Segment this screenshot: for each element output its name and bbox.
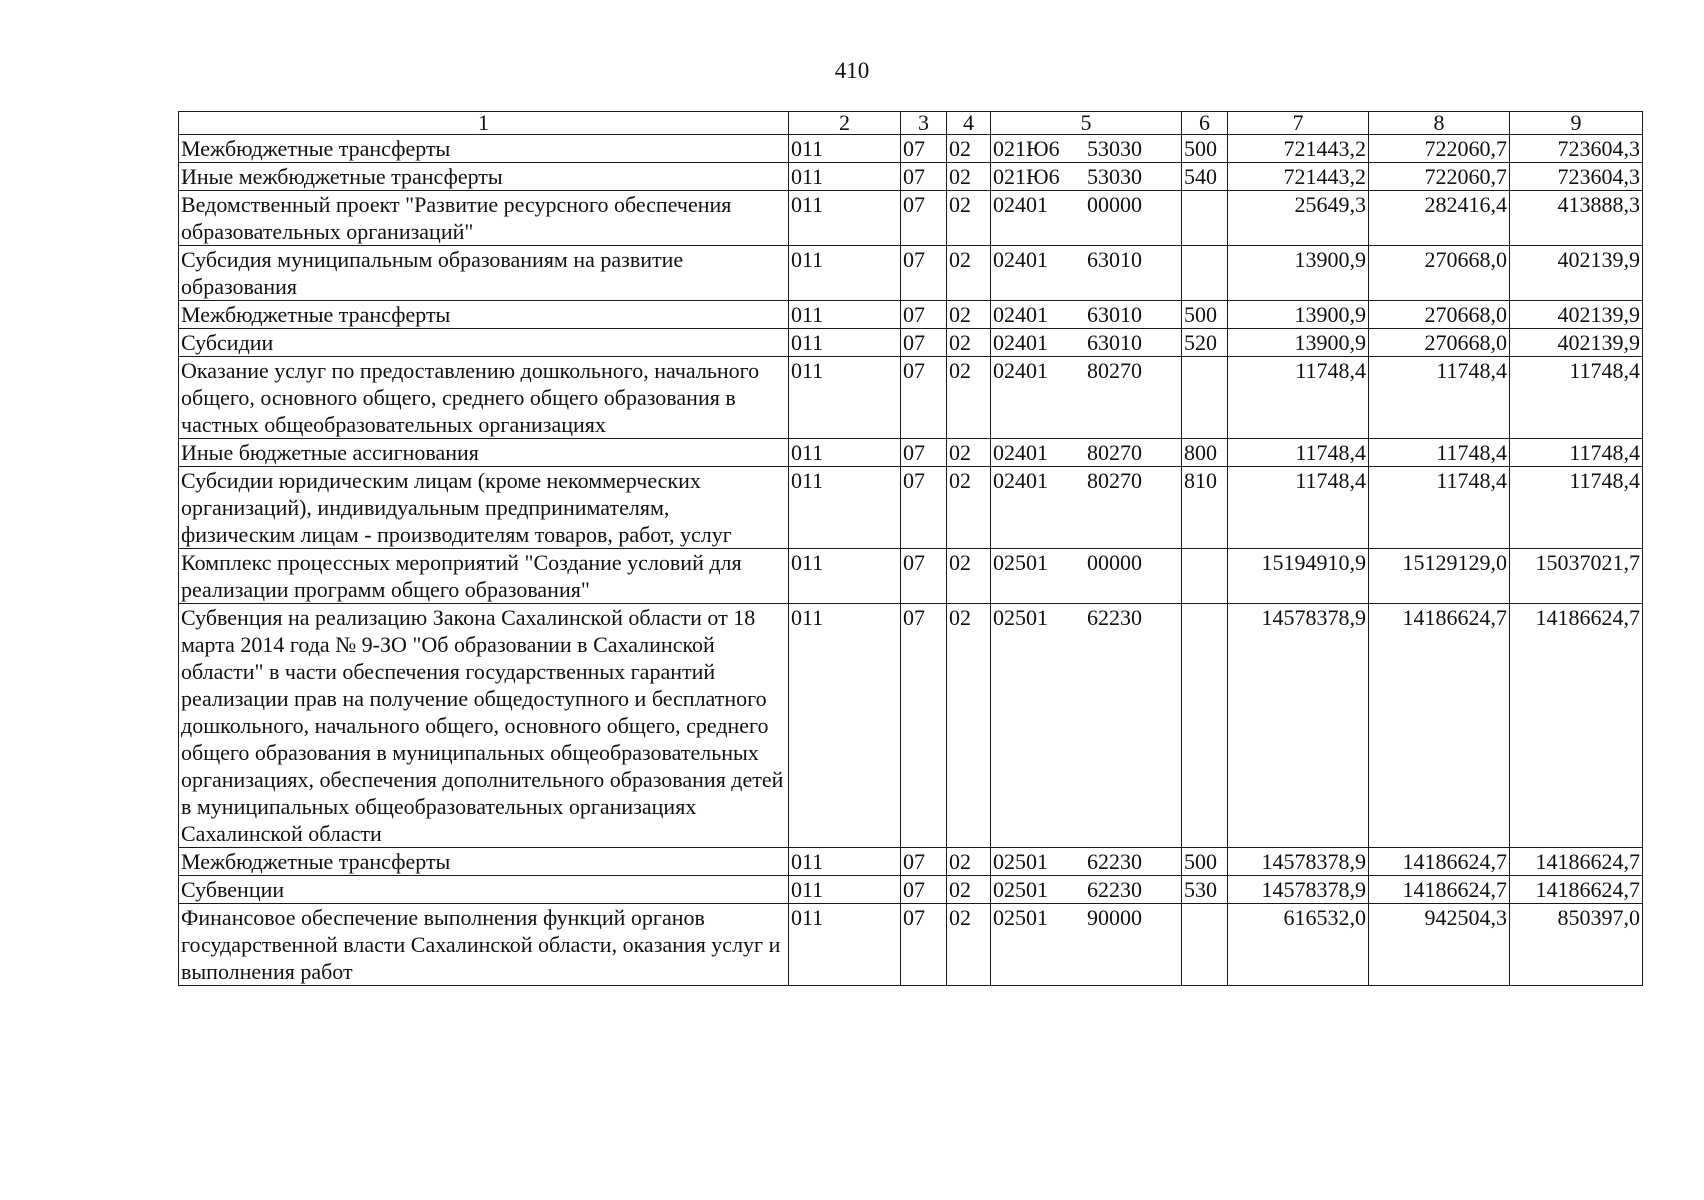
row-value-col8: 14186624,7 bbox=[1369, 604, 1510, 848]
row-target-article-part1: 02501 bbox=[993, 550, 1048, 575]
row-name: Финансовое обеспечение выполнения функций органов государственной власти Сахалинской области, оказания услуг и выполнения работ bbox=[179, 904, 789, 986]
row-target-article bbox=[991, 904, 1182, 986]
row-section-code: 07 bbox=[901, 848, 947, 876]
row-expense-type bbox=[1182, 191, 1228, 246]
row-subsection-code: 02 bbox=[947, 163, 991, 191]
row-target-article-part1: 02401 bbox=[993, 247, 1048, 272]
row-value-col8: 15129129,0 bbox=[1369, 549, 1510, 604]
row-target-article-part2: 63010 bbox=[1087, 302, 1142, 327]
row-expense-type bbox=[1182, 904, 1228, 986]
table-row bbox=[179, 246, 1643, 301]
row-name: Межбюджетные трансферты bbox=[179, 301, 789, 329]
row-value-col8: 11748,4 bbox=[1369, 467, 1510, 549]
header-cell-col3: 3 bbox=[901, 112, 947, 135]
row-target-article-part1: 02401 bbox=[993, 468, 1048, 493]
page-number: 410 bbox=[834, 58, 870, 83]
row-target-article-part1: 02401 bbox=[993, 440, 1048, 465]
row-target-article-part2: 53030 bbox=[1087, 136, 1142, 161]
row-target-article bbox=[991, 604, 1182, 848]
row-value-col7: 13900,9 bbox=[1228, 301, 1369, 329]
row-value-col9: 402139,9 bbox=[1510, 301, 1643, 329]
row-value-col9: 723604,3 bbox=[1510, 163, 1643, 191]
table-row bbox=[179, 163, 1643, 191]
row-value-col8: 11748,4 bbox=[1369, 439, 1510, 467]
row-value-col8: 282416,4 bbox=[1369, 191, 1510, 246]
table-row bbox=[179, 191, 1643, 246]
row-name: Субсидии bbox=[179, 329, 789, 357]
table-row bbox=[179, 904, 1643, 986]
header-cell-col6: 6 bbox=[1182, 112, 1228, 135]
row-value-col8: 942504,3 bbox=[1369, 904, 1510, 986]
row-name: Ведомственный проект "Развитие ресурсного обеспечения образовательных организаций" bbox=[179, 191, 789, 246]
table-row bbox=[179, 467, 1643, 549]
row-value-col9: 11748,4 bbox=[1510, 357, 1643, 439]
row-section-code: 07 bbox=[901, 876, 947, 904]
row-value-col9: 14186624,7 bbox=[1510, 848, 1643, 876]
row-subsection-code: 02 bbox=[947, 604, 991, 848]
budget-table bbox=[178, 111, 1643, 986]
row-target-article bbox=[991, 191, 1182, 246]
row-target-article-part1: 02501 bbox=[993, 849, 1048, 874]
header-cell-col8: 8 bbox=[1369, 112, 1510, 135]
row-expense-type bbox=[1182, 246, 1228, 301]
row-name: Субвенция на реализацию Закона Сахалинской области от 18 марта 2014 года № 9-ЗО "Об образовании в Сахалинской области" в части обеспечения государственных гарантий реализации прав на получение общедоступного и бесплатного дошкольного, начального общего, основного общего, среднего общего образования в муниципальных общеобразовательных организациях, обеспечения дополнительного образования детей в муниципальных общеобразовательных организациях Сахалинской области bbox=[179, 604, 789, 848]
row-value-col8: 14186624,7 bbox=[1369, 848, 1510, 876]
row-expense-type: 500 bbox=[1182, 848, 1228, 876]
row-subsection-code: 02 bbox=[947, 191, 991, 246]
row-name: Иные бюджетные ассигнования bbox=[179, 439, 789, 467]
row-subsection-code: 02 bbox=[947, 904, 991, 986]
row-target-article-part1: 02401 bbox=[993, 330, 1048, 355]
table-row bbox=[179, 329, 1643, 357]
row-expense-type: 500 bbox=[1182, 301, 1228, 329]
row-section-code: 07 bbox=[901, 135, 947, 163]
row-expense-type: 500 bbox=[1182, 135, 1228, 163]
row-value-col9: 413888,3 bbox=[1510, 191, 1643, 246]
row-ministry-code: 011 bbox=[789, 191, 901, 246]
table-row bbox=[179, 301, 1643, 329]
row-target-article bbox=[991, 848, 1182, 876]
row-target-article bbox=[991, 163, 1182, 191]
table-row bbox=[179, 549, 1643, 604]
row-subsection-code: 02 bbox=[947, 357, 991, 439]
row-section-code: 07 bbox=[901, 329, 947, 357]
row-target-article-part2: 62230 bbox=[1087, 849, 1142, 874]
row-name: Комплекс процессных мероприятий "Создание условий для реализации программ общего образования" bbox=[179, 549, 789, 604]
row-value-col7: 14578378,9 bbox=[1228, 876, 1369, 904]
row-subsection-code: 02 bbox=[947, 439, 991, 467]
row-target-article bbox=[991, 549, 1182, 604]
row-subsection-code: 02 bbox=[947, 549, 991, 604]
row-name: Иные межбюджетные трансферты bbox=[179, 163, 789, 191]
row-value-col7: 721443,2 bbox=[1228, 163, 1369, 191]
table-row bbox=[179, 357, 1643, 439]
row-section-code: 07 bbox=[901, 191, 947, 246]
row-ministry-code: 011 bbox=[789, 467, 901, 549]
row-ministry-code: 011 bbox=[789, 329, 901, 357]
row-value-col7: 721443,2 bbox=[1228, 135, 1369, 163]
row-expense-type bbox=[1182, 604, 1228, 848]
row-expense-type: 540 bbox=[1182, 163, 1228, 191]
row-expense-type: 810 bbox=[1182, 467, 1228, 549]
row-target-article-part1: 02401 bbox=[993, 358, 1048, 383]
row-target-article bbox=[991, 467, 1182, 549]
row-section-code: 07 bbox=[901, 163, 947, 191]
row-ministry-code: 011 bbox=[789, 357, 901, 439]
row-value-col7: 13900,9 bbox=[1228, 329, 1369, 357]
row-target-article-part2: 53030 bbox=[1087, 164, 1142, 189]
row-target-article bbox=[991, 329, 1182, 357]
row-value-col9: 402139,9 bbox=[1510, 329, 1643, 357]
row-value-col8: 11748,4 bbox=[1369, 357, 1510, 439]
row-subsection-code: 02 bbox=[947, 135, 991, 163]
row-section-code: 07 bbox=[901, 439, 947, 467]
row-value-col7: 11748,4 bbox=[1228, 467, 1369, 549]
row-ministry-code: 011 bbox=[789, 301, 901, 329]
row-expense-type bbox=[1182, 549, 1228, 604]
row-value-col7: 11748,4 bbox=[1228, 357, 1369, 439]
row-target-article-part2: 80270 bbox=[1087, 358, 1142, 383]
row-section-code: 07 bbox=[901, 549, 947, 604]
row-value-col7: 14578378,9 bbox=[1228, 848, 1369, 876]
row-target-article-part1: 021Ю6 bbox=[993, 164, 1060, 189]
table-row bbox=[179, 135, 1643, 163]
row-target-article-part2: 62230 bbox=[1087, 605, 1142, 630]
row-subsection-code: 02 bbox=[947, 246, 991, 301]
table-body bbox=[179, 135, 1643, 986]
row-ministry-code: 011 bbox=[789, 135, 901, 163]
header-row bbox=[179, 112, 1643, 135]
row-value-col9: 14186624,7 bbox=[1510, 604, 1643, 848]
row-value-col9: 15037021,7 bbox=[1510, 549, 1643, 604]
row-section-code: 07 bbox=[901, 301, 947, 329]
header-cell-col2: 2 bbox=[789, 112, 901, 135]
header-cell-col1: 1 bbox=[179, 112, 789, 135]
row-subsection-code: 02 bbox=[947, 848, 991, 876]
table-row bbox=[179, 848, 1643, 876]
header-cell-col7: 7 bbox=[1228, 112, 1369, 135]
row-value-col9: 850397,0 bbox=[1510, 904, 1643, 986]
row-target-article-part1: 02501 bbox=[993, 605, 1048, 630]
row-target-article bbox=[991, 301, 1182, 329]
row-ministry-code: 011 bbox=[789, 439, 901, 467]
table-row bbox=[179, 604, 1643, 848]
row-subsection-code: 02 bbox=[947, 329, 991, 357]
header-cell-col4: 4 bbox=[947, 112, 991, 135]
row-name: Субсидия муниципальным образованиям на развитие образования bbox=[179, 246, 789, 301]
table-header bbox=[179, 112, 1643, 135]
row-ministry-code: 011 bbox=[789, 876, 901, 904]
row-target-article bbox=[991, 439, 1182, 467]
row-name: Межбюджетные трансферты bbox=[179, 135, 789, 163]
row-expense-type: 800 bbox=[1182, 439, 1228, 467]
table-row bbox=[179, 439, 1643, 467]
row-section-code: 07 bbox=[901, 904, 947, 986]
row-target-article-part2: 00000 bbox=[1087, 192, 1142, 217]
row-target-article-part2: 62230 bbox=[1087, 877, 1142, 902]
row-value-col7: 15194910,9 bbox=[1228, 549, 1369, 604]
row-value-col8: 270668,0 bbox=[1369, 301, 1510, 329]
table-row bbox=[179, 876, 1643, 904]
row-value-col9: 11748,4 bbox=[1510, 467, 1643, 549]
row-value-col9: 723604,3 bbox=[1510, 135, 1643, 163]
row-target-article-part1: 02401 bbox=[993, 302, 1048, 327]
row-value-col7: 14578378,9 bbox=[1228, 604, 1369, 848]
row-value-col9: 402139,9 bbox=[1510, 246, 1643, 301]
row-ministry-code: 011 bbox=[789, 604, 901, 848]
row-value-col9: 14186624,7 bbox=[1510, 876, 1643, 904]
row-ministry-code: 011 bbox=[789, 848, 901, 876]
row-value-col9: 11748,4 bbox=[1510, 439, 1643, 467]
row-expense-type: 530 bbox=[1182, 876, 1228, 904]
row-value-col8: 270668,0 bbox=[1369, 329, 1510, 357]
row-value-col7: 13900,9 bbox=[1228, 246, 1369, 301]
row-target-article-part2: 63010 bbox=[1087, 330, 1142, 355]
row-subsection-code: 02 bbox=[947, 301, 991, 329]
row-subsection-code: 02 bbox=[947, 876, 991, 904]
row-target-article bbox=[991, 135, 1182, 163]
row-section-code: 07 bbox=[901, 246, 947, 301]
row-value-col7: 11748,4 bbox=[1228, 439, 1369, 467]
row-ministry-code: 011 bbox=[789, 904, 901, 986]
row-ministry-code: 011 bbox=[789, 163, 901, 191]
row-target-article-part2: 00000 bbox=[1087, 550, 1142, 575]
row-name: Оказание услуг по предоставлению дошкольного, начального общего, основного общего, среднего общего образования в частных общеобразовательных организациях bbox=[179, 357, 789, 439]
row-target-article-part1: 02501 bbox=[993, 877, 1048, 902]
row-ministry-code: 011 bbox=[789, 246, 901, 301]
row-target-article-part2: 80270 bbox=[1087, 440, 1142, 465]
row-name: Субсидии юридическим лицам (кроме некоммерческих организаций), индивидуальным предпринимателям, физическим лицам - производителям товаров, работ, услуг bbox=[179, 467, 789, 549]
row-target-article-part1: 021Ю6 bbox=[993, 136, 1060, 161]
row-value-col8: 14186624,7 bbox=[1369, 876, 1510, 904]
row-target-article bbox=[991, 246, 1182, 301]
row-target-article-part1: 02401 bbox=[993, 192, 1048, 217]
row-value-col8: 722060,7 bbox=[1369, 163, 1510, 191]
header-cell-col5: 5 bbox=[991, 112, 1182, 135]
row-expense-type bbox=[1182, 357, 1228, 439]
row-value-col8: 722060,7 bbox=[1369, 135, 1510, 163]
row-name: Субвенции bbox=[179, 876, 789, 904]
row-section-code: 07 bbox=[901, 604, 947, 848]
row-expense-type: 520 bbox=[1182, 329, 1228, 357]
row-value-col8: 270668,0 bbox=[1369, 246, 1510, 301]
row-target-article-part2: 90000 bbox=[1087, 905, 1142, 930]
row-name: Межбюджетные трансферты bbox=[179, 848, 789, 876]
row-value-col7: 25649,3 bbox=[1228, 191, 1369, 246]
row-section-code: 07 bbox=[901, 357, 947, 439]
row-value-col7: 616532,0 bbox=[1228, 904, 1369, 986]
row-target-article bbox=[991, 876, 1182, 904]
row-target-article-part2: 63010 bbox=[1087, 247, 1142, 272]
row-ministry-code: 011 bbox=[789, 549, 901, 604]
row-section-code: 07 bbox=[901, 467, 947, 549]
row-target-article-part2: 80270 bbox=[1087, 468, 1142, 493]
row-target-article-part1: 02501 bbox=[993, 905, 1048, 930]
header-cell-col9: 9 bbox=[1510, 112, 1643, 135]
row-target-article bbox=[991, 357, 1182, 439]
row-subsection-code: 02 bbox=[947, 467, 991, 549]
